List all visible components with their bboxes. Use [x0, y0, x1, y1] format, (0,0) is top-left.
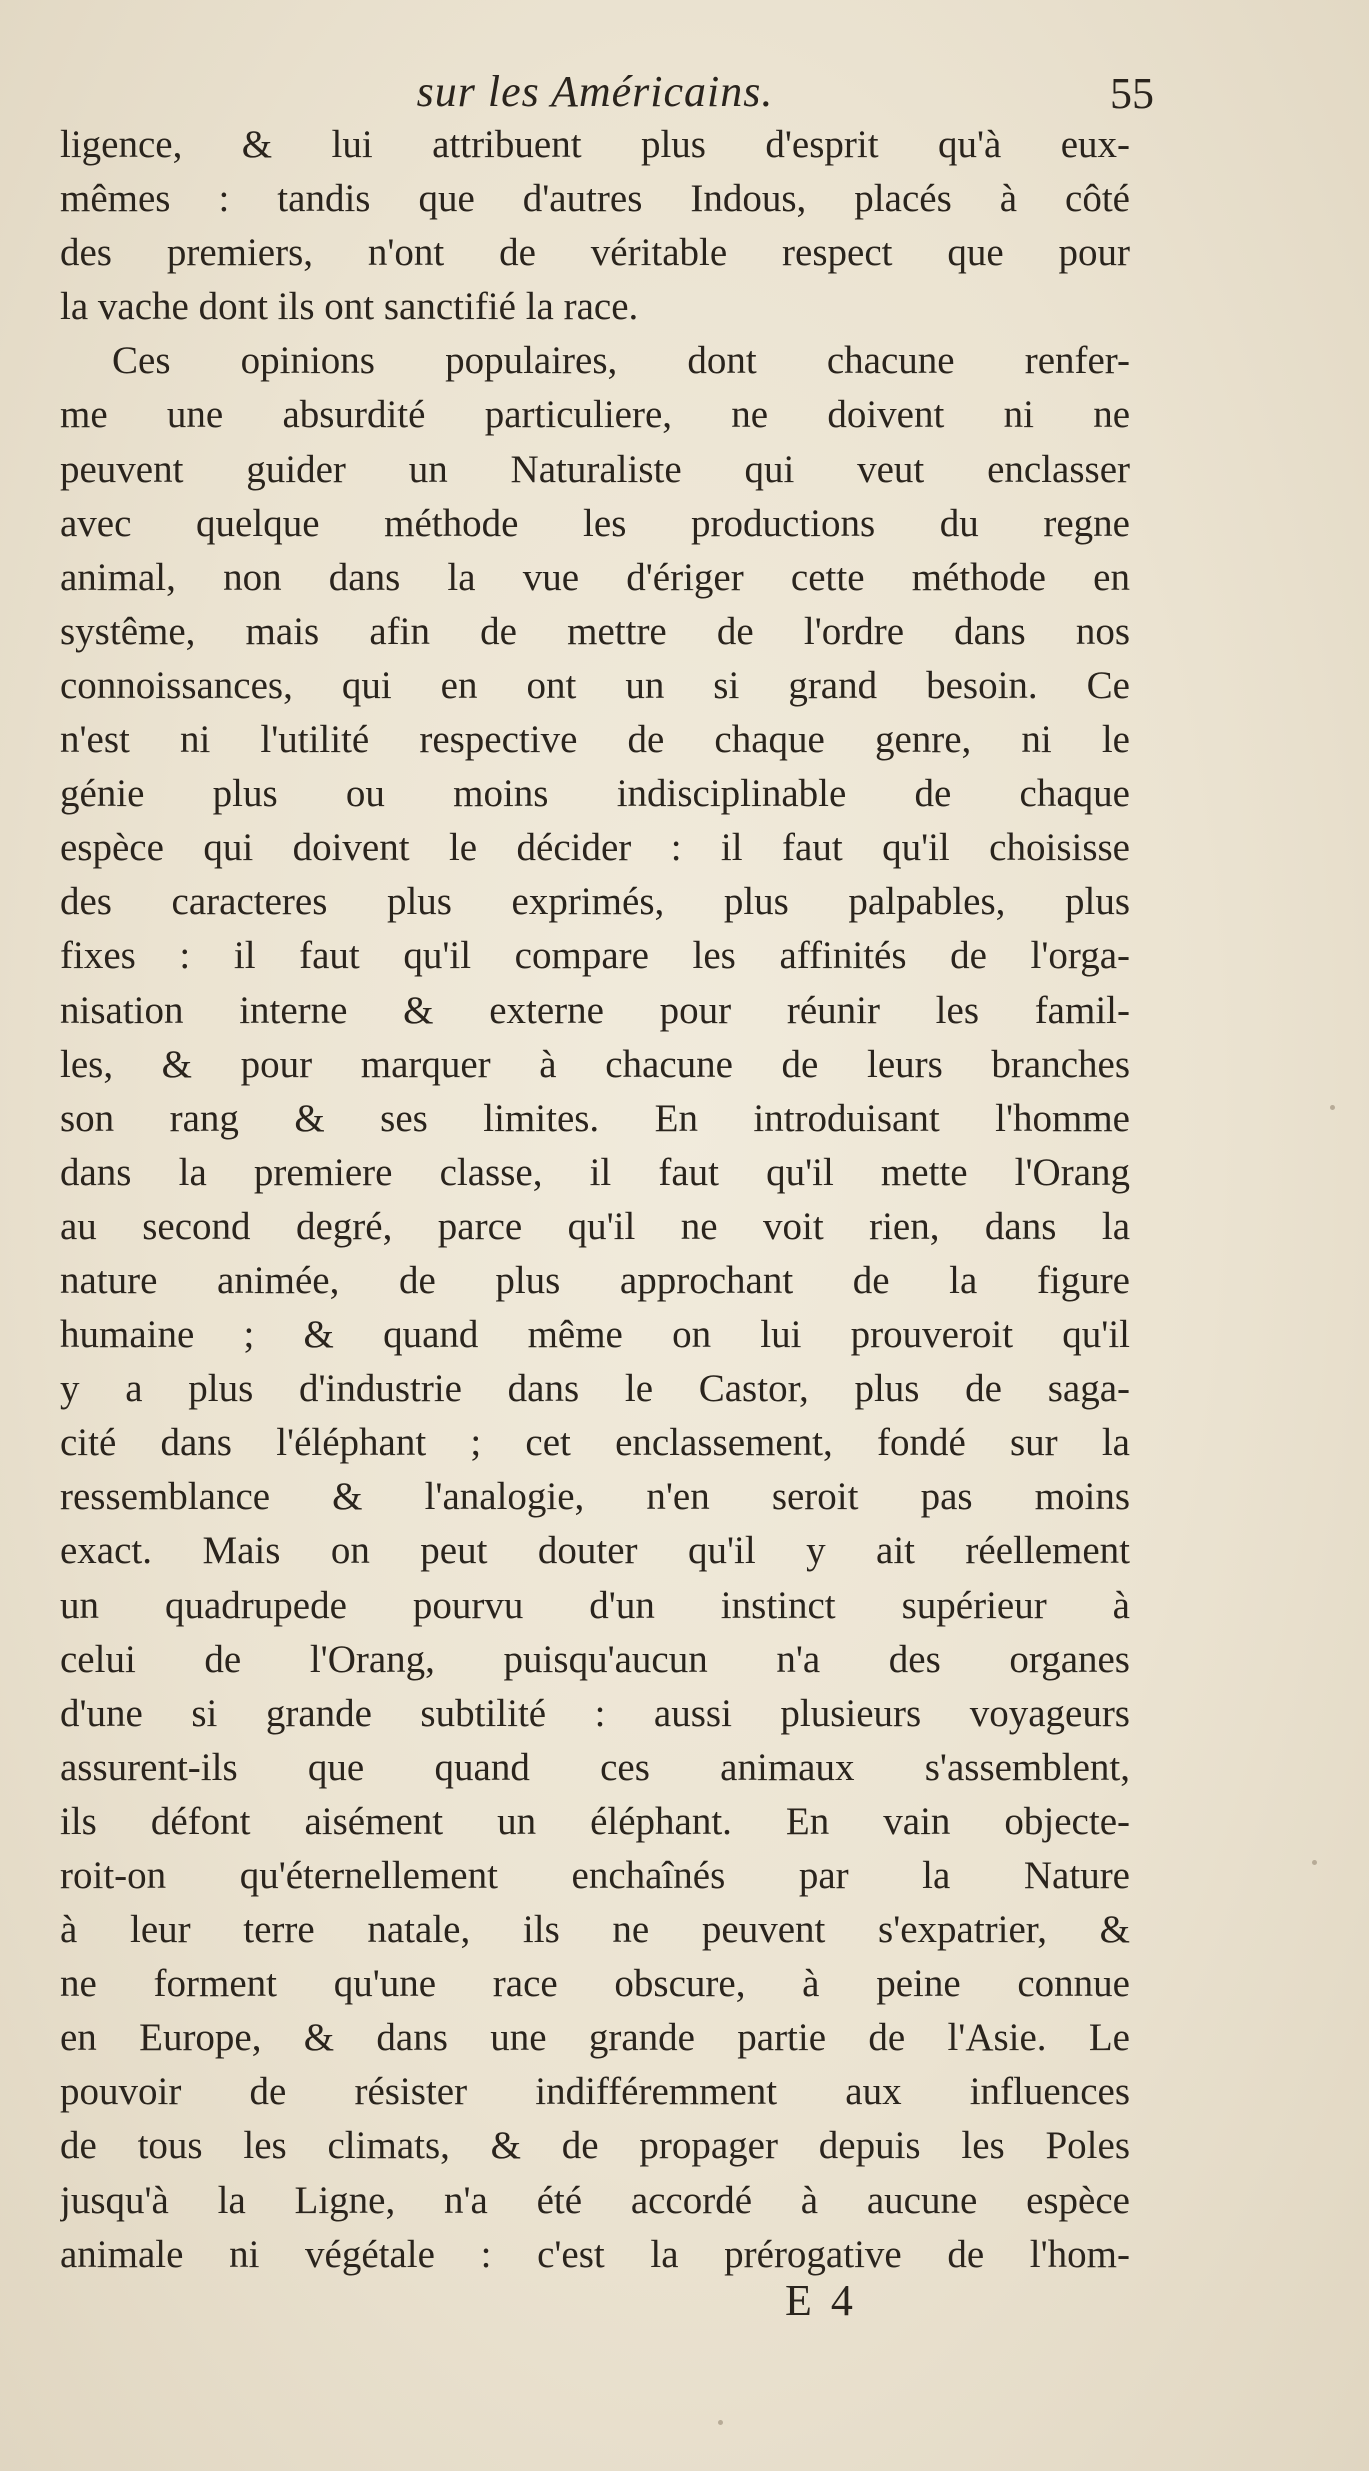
text-line: me une absurdité particuliere, ne doivent ni ne: [60, 393, 1130, 437]
text-line: les, & pour marquer à chacune de leurs branches: [60, 1042, 1130, 1086]
paper-speck: [1312, 1860, 1317, 1865]
text-line: à leur terre natale, ils ne peuvent s'expatrier, &: [60, 1908, 1130, 1952]
running-title: sur les Américains.: [416, 67, 774, 116]
text-line: la vache dont ils ont sanctifié la race.: [60, 285, 639, 329]
text-line: des caracteres plus exprimés, plus palpables, plus: [60, 880, 1130, 924]
text-line: systême, mais afin de mettre de l'ordre dans nos: [60, 609, 1130, 653]
text-line: son rang & ses limites. En introduisant l'homme: [60, 1096, 1130, 1140]
text-line: en Europe, & dans une grande partie de l'Asie. Le: [60, 2016, 1130, 2060]
text-line: y a plus d'industrie dans le Castor, plus de saga-: [60, 1367, 1130, 1411]
paper-speck: [718, 2420, 723, 2425]
page-number: 55: [1110, 69, 1154, 118]
text-line: connoissances, qui en ont un si grand besoin. Ce: [60, 663, 1130, 707]
text-line: Ces opinions populaires, dont chacune renfer-: [112, 339, 1130, 383]
text-line: celui de l'Orang, puisqu'aucun n'a des organes: [60, 1637, 1130, 1681]
paper-speck: [1330, 1105, 1335, 1110]
text-line: de tous les climats, & de propager depuis les Poles: [60, 2124, 1130, 2168]
text-line: peuvent guider un Naturaliste qui veut enclasser: [60, 447, 1130, 491]
text-line: fixes : il faut qu'il compare les affinités de l'orga-: [60, 934, 1130, 978]
text-line: jusqu'à la Ligne, n'a été accordé à aucune espèce: [60, 2178, 1130, 2222]
text-line: exact. Mais on peut douter qu'il y ait réellement: [60, 1529, 1130, 1573]
text-line: animal, non dans la vue d'ériger cette méthode en: [60, 555, 1130, 599]
text-line: des premiers, n'ont de véritable respect que pour: [60, 231, 1130, 275]
text-line: ressemblance & l'analogie, n'en seroit pas moins: [60, 1475, 1130, 1519]
text-line: génie plus ou moins indisciplinable de chaque: [60, 772, 1130, 816]
text-line: ligence, & lui attribuent plus d'esprit qu'à eux-: [60, 123, 1130, 166]
text-line: nisation interne & externe pour réunir les famil-: [60, 988, 1130, 1032]
text-line: ils défont aisément un éléphant. En vain objecte-: [60, 1799, 1130, 1843]
text-line: animale ni végétale : c'est la prérogative de l'hom-: [60, 2232, 1130, 2276]
body-text: [60, 118, 1130, 2282]
text-line: humaine ; & quand même on lui prouveroit qu'il: [60, 1313, 1130, 1357]
text-line: espèce qui doivent le décider : il faut qu'il choisisse: [60, 826, 1130, 870]
text-line: roit-on qu'éternellement enchaînés par la Nature: [60, 1854, 1130, 1897]
text-line: dans la premiere classe, il faut qu'il mette l'Orang: [60, 1150, 1130, 1194]
text-line: n'est ni l'utilité respective de chaque genre, ni le: [60, 718, 1130, 762]
text-line: ne forment qu'une race obscure, à peine connue: [60, 1962, 1130, 2006]
text-line: cité dans l'éléphant ; cet enclassement, fondé sur la: [60, 1421, 1130, 1465]
text-line: avec quelque méthode les productions du regne: [60, 501, 1130, 545]
text-line: d'une si grande subtilité : aussi plusieurs voyageurs: [60, 1691, 1130, 1735]
text-line: au second degré, parce qu'il ne voit rien, dans la: [60, 1204, 1130, 1248]
text-line: un quadrupede pourvu d'un instinct supérieur à: [60, 1583, 1130, 1627]
text-line: pouvoir de résister indifféremment aux influences: [60, 2070, 1130, 2114]
text-line: mêmes : tandis que d'autres Indous, placés à côté: [60, 177, 1130, 221]
signature-mark: E 4: [785, 2276, 857, 2325]
text-line: nature animée, de plus approchant de la figure: [60, 1258, 1130, 1302]
text-line: assurent-ils que quand ces animaux s'assemblent,: [60, 1745, 1130, 1789]
